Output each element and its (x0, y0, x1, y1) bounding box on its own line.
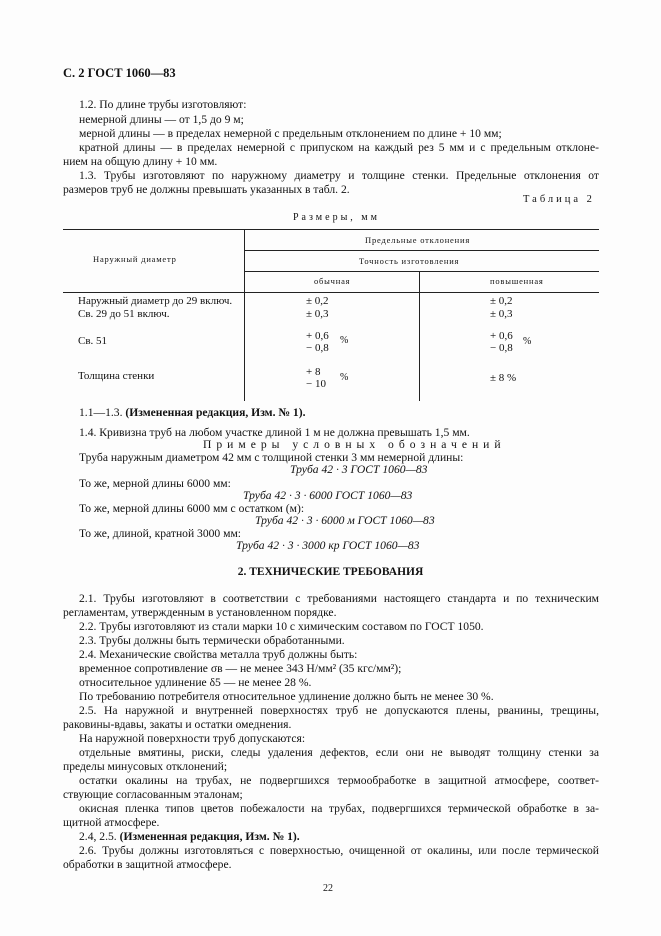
row-1-high-value2: ± 0,3 (490, 308, 513, 320)
clause-2-5-dents-line1: отдельные вмятины, риски, следы удаления дефектов, если они не выводят толщину стенки за (79, 746, 599, 759)
row-2-normal-lower: − 0,8 (306, 342, 329, 354)
dimensions-table (63, 229, 599, 401)
row-3-normal-upper: + 8 (306, 366, 321, 378)
row-2-normal-unit: % (340, 335, 349, 346)
clause-2-4-elongation: относительное удлинение δ5 — не менее 28 %. (79, 676, 312, 689)
clause-2-5-line1: 2.5. На наружной и внутренней поверхностях труб не допускаются плены, рванины, трещины, (79, 704, 599, 717)
amendment-note-1 (79, 405, 305, 420)
row-1-normal-value1: ± 0,2 (306, 295, 329, 307)
row-1-label-line1: Наружный диаметр до 29 включ. (78, 295, 233, 307)
column-subgroup-header-accuracy: Точность изготовления (359, 256, 460, 266)
clause-2-3: 2.3. Трубы должны быть термически обработанными. (79, 634, 345, 647)
amendment-note-2 (79, 829, 300, 844)
clause-2-2: 2.2. Трубы изготовляют из стали марки 10 с химическим составом по ГОСТ 1050. (79, 620, 484, 633)
example-1-designation: Труба 42 · 3 ГОСТ 1060—83 (290, 463, 428, 476)
example-3-designation: Труба 42 · 3 · 6000 м ГОСТ 1060—83 (255, 514, 435, 527)
column-header-outer-diameter: Наружный диаметр (93, 254, 177, 264)
section-2-title: 2. ТЕХНИЧЕСКИЕ ТРЕБОВАНИЯ (237, 566, 424, 578)
clause-1-3-line2: размеров труб не должны превышать указанных в табл. 2. (63, 183, 350, 196)
example-2-designation: Труба 42 · 3 · 6000 ГОСТ 1060—83 (243, 489, 413, 502)
example-4-text: То же, длиной, кратной 3000 мм: (79, 527, 242, 540)
clause-2-5-dents-line2: пределы минусовых отклонений; (63, 760, 228, 773)
clause-2-5-line2: раковины-вдавы, закаты и остатки омеднения. (63, 718, 292, 731)
clause-2-5-scale-line1: остатки окалины на трубах, не подвергшихся термообработке в защитной атмосфере, соответ- (79, 774, 599, 787)
clause-2-5-oxide-line1: окисная пленка типов цветов побежалости на трубах, подвергшихся термической обработке в за- (79, 802, 599, 815)
amendment-note-1-text: (Измененная редакция, Изм. № 1). (125, 406, 306, 419)
row-3-label: Толщина стенки (78, 370, 155, 382)
column-header-high: повышенная (490, 276, 544, 286)
table-label: Таблица 2 (523, 194, 595, 205)
row-2-normal-upper: + 0,6 (306, 330, 329, 342)
clause-2-5-oxide-line2: щитной атмосфере. (63, 816, 160, 829)
clause-2-4-tensile-strength: временное сопротивление σв — не менее 343 Н/мм² (35 кгс/мм²); (79, 662, 402, 675)
row-1-high-value1: ± 0,2 (490, 295, 513, 307)
clause-1-2-item-c-line2: нием на общую длину + 10 мм. (63, 155, 218, 168)
column-header-normal: обычная (314, 276, 351, 286)
clause-2-6-line1: 2.6. Трубы должны изготовляться с поверхностью, очищенной от окалины, или после термической (79, 844, 599, 857)
clause-2-6-line2: обработки в защитной атмосфере. (63, 858, 232, 871)
clause-1-2-item-c-line1: кратной длины — в пределах немерной с припуском на каждый рез 5 мм и с предельным отклоне- (79, 141, 599, 154)
examples-title: Примеры условных обозначений (203, 438, 506, 451)
clause-1-2-item-a: немерной длины — от 1,5 до 9 м; (79, 113, 244, 126)
clause-2-4-customer-request: По требованию потребителя относительное удлинение должно быть не менее 30 %. (79, 690, 494, 703)
page-number: 22 (323, 883, 333, 894)
clause-2-1-line2: регламентам, утвержденным в установленном порядке. (63, 606, 337, 619)
example-2-text: То же, мерной длины 6000 мм: (79, 477, 231, 490)
row-2-high-lower: − 0,8 (490, 342, 513, 354)
page-header: С. 2 ГОСТ 1060—83 (63, 66, 176, 80)
column-group-header-tolerances: Предельные отклонения (365, 235, 471, 245)
row-2-label: Св. 51 (78, 335, 108, 347)
clause-1-2-item-b: мерной длины — в пределах немерной с предельным отклонением по длине + 10 мм; (79, 127, 502, 140)
row-2-high-unit: % (523, 336, 532, 347)
row-2-high-upper: + 0,6 (490, 330, 513, 342)
clause-2-1-line1: 2.1. Трубы изготовляют в соответствии с требованиями настоящего стандарта и по техническим (79, 592, 599, 605)
clause-2-5-scale-line2: ствующие согласованным эталонам; (63, 788, 243, 801)
table-caption: Размеры, мм (293, 212, 380, 223)
row-3-normal-unit: % (340, 372, 349, 383)
row-1-label-line2: Св. 29 до 51 включ. (78, 308, 170, 320)
amendment-note-2-clauses: 2.4, 2.5. (79, 830, 117, 843)
row-3-normal-lower: − 10 (306, 378, 326, 390)
row-3-high-value: ± 8 % (490, 372, 517, 384)
clause-1-4: 1.4. Кривизна труб на любом участке длиной 1 м не должна превышать 1,5 мм. (79, 426, 470, 439)
clause-2-4: 2.4. Механические свойства металла труб должны быть: (79, 648, 358, 661)
clause-1-2-title: 1.2. По длине трубы изготовляют: (79, 98, 247, 111)
example-4-designation: Труба 42 · 3 · 3000 кр ГОСТ 1060—83 (236, 539, 420, 552)
example-3-text: То же, мерной длины 6000 мм с остатком (м): (79, 502, 305, 515)
amendment-note-2-text: (Измененная редакция, Изм. № 1). (119, 830, 300, 843)
clause-1-3-line1: 1.3. Трубы изготовляют по наружному диаметру и толщине стенки. Предельные отклонения от (79, 169, 599, 182)
clause-2-5-allowed-title: На наружной поверхности труб допускаются: (79, 732, 306, 745)
row-1-normal-value2: ± 0,3 (306, 308, 329, 320)
example-1-text: Труба наружным диаметром 42 мм с толщиной стенки 3 мм немерной длины: (79, 451, 464, 464)
amendment-note-1-clauses: 1.1—1.3. (79, 406, 123, 419)
